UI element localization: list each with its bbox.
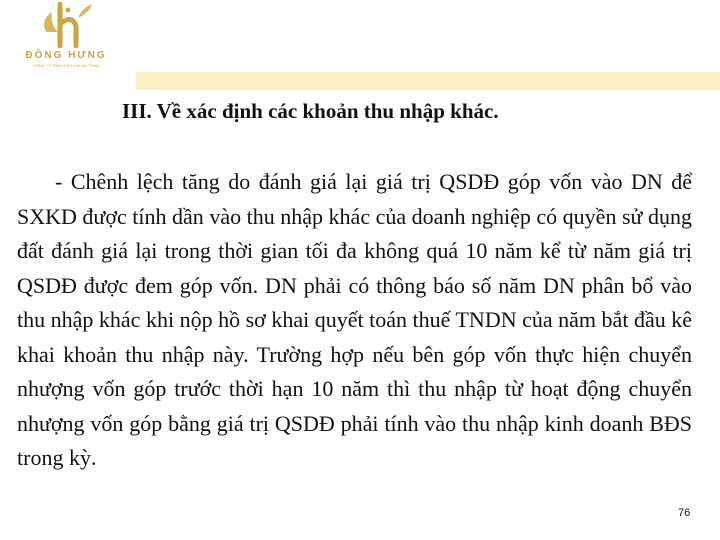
- page-number: 76: [678, 507, 691, 519]
- body-paragraph: - Chênh lệch tăng do đánh giá lại giá trị QSDĐ góp vốn vào DN để SXKD được tính dần vào thu nhập khác của doanh nghiệp có quyền sử dụng đất đánh giá lại trong thời gian tối đa không quá 10 năm kể từ năm giá trị QSDĐ được đem góp vốn. DN phải có thông báo số năm DN phân bổ vào thu nhập khác khi nộp hồ sơ khai quyết toán thuế TNDN của năm bắt đầu kê khai khoản thu nhập này. Trường hợp nếu bên góp vốn thực hiện chuyển nhượng vốn góp trước thời hạn 10 năm thì thu nhập từ hoạt động chuyển nhượng vốn góp bằng giá trị QSDĐ phải tính vào thu nhập kinh doanh BĐS trong kỳ.: [17, 169, 692, 470]
- company-logo: [0, 0, 132, 78]
- logo-company-name: ĐÔNG HƯNG: [25, 50, 107, 61]
- dong-hung-logo-icon: [38, 2, 94, 50]
- slide-title: III. Về xác định các khoản thu nhập khác.: [122, 99, 499, 123]
- logo-company-subtitle: CÔNG TY TNHH DỊCH VỤ KẾ TOÁN: [32, 63, 100, 68]
- header-band: [136, 72, 720, 90]
